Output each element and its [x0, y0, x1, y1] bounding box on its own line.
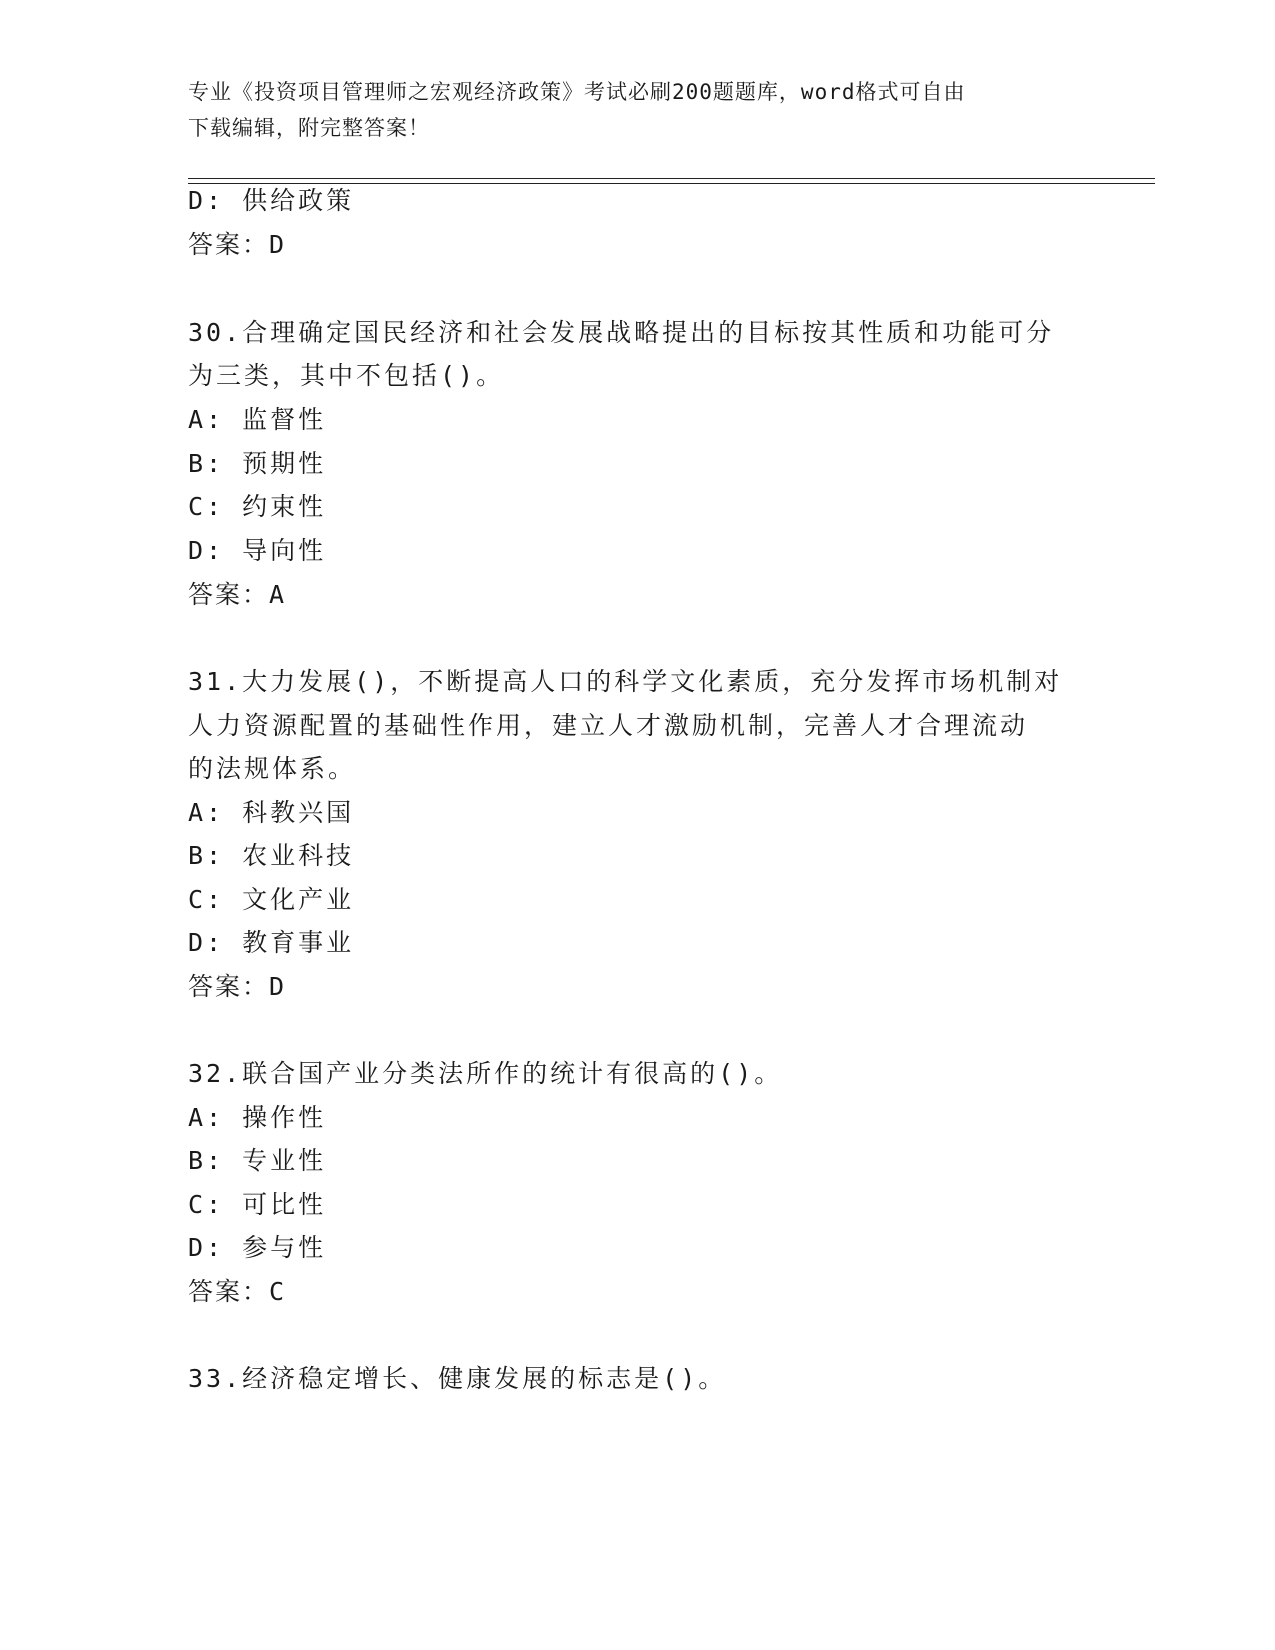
q29-answer: 答案：D — [188, 230, 287, 259]
q32-answer: 答案：C — [188, 1277, 287, 1306]
q30-option-d: D: 导向性 — [188, 536, 327, 565]
header-line-1: 专业《投资项目管理师之宏观经济政策》考试必刷200题题库，word格式可自由 — [188, 80, 966, 104]
q32-option-a: A: 操作性 — [188, 1103, 327, 1132]
q30-option-c: C: 约束性 — [188, 492, 327, 521]
q32-option-b: B: 专业性 — [188, 1146, 327, 1175]
q31-option-a: A: 科教兴国 — [188, 798, 355, 827]
q30-stem-line-2: 为三类，其中不包括()。 — [188, 361, 505, 390]
q31-stem-line-2: 人力资源配置的基础性作用，建立人才激励机制，完善人才合理流动 — [188, 711, 1029, 740]
q31-option-b: B: 农业科技 — [188, 841, 355, 870]
q31-option-d: D: 教育事业 — [188, 928, 355, 957]
q30-stem-line-1: 30.合理确定国民经济和社会发展战略提出的目标按其性质和功能可分 — [188, 318, 1055, 347]
q32-option-c: C: 可比性 — [188, 1190, 327, 1219]
q30-option-a: A: 监督性 — [188, 405, 327, 434]
q31-stem-line-3: 的法规体系。 — [188, 754, 357, 783]
q31-answer: 答案：D — [188, 972, 287, 1001]
q32-stem-line-1: 32.联合国产业分类法所作的统计有很高的()。 — [188, 1059, 783, 1088]
q30-option-b: B: 预期性 — [188, 449, 327, 478]
q32-option-d: D: 参与性 — [188, 1233, 327, 1262]
q29-option-d: D: 供给政策 — [188, 186, 355, 215]
q31-stem-line-1: 31.大力发展()，不断提高人口的科学文化素质，充分发挥市场机制对 — [188, 667, 1063, 696]
q30-answer: 答案：A — [188, 580, 287, 609]
document-header — [188, 74, 1068, 146]
q33-stem-line-1: 33.经济稳定增长、健康发展的标志是()。 — [188, 1364, 727, 1393]
q31-option-c: C: 文化产业 — [188, 885, 355, 914]
header-line-2: 下载编辑，附完整答案！ — [188, 116, 430, 140]
